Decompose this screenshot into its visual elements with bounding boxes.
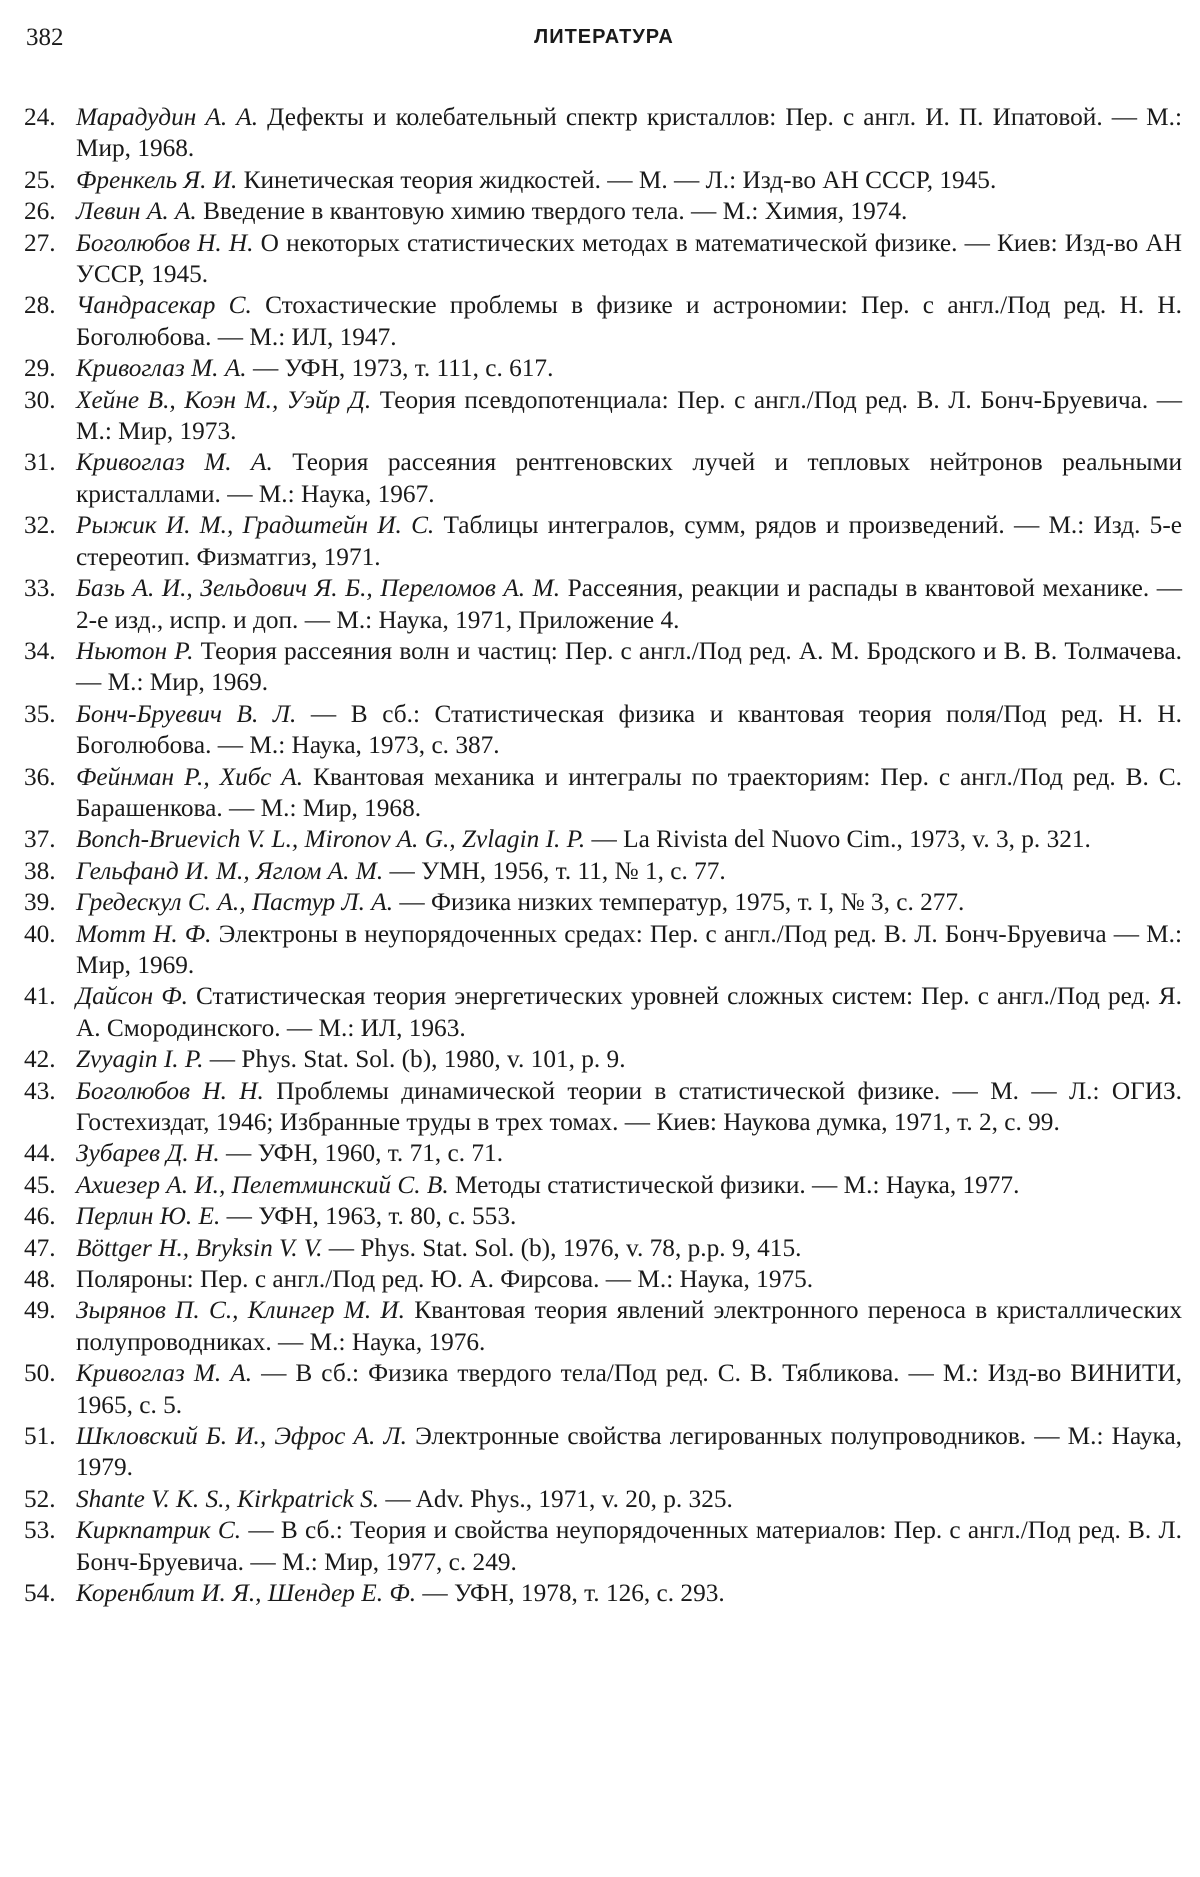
reference-item [24,1484,1182,1515]
reference-item [24,762,1182,825]
reference-number: 28. [24,291,56,320]
reference-item [24,824,1182,855]
reference-authors: Рыжик И. М., Градштейн И. С. [76,511,435,540]
reference-text: Проблемы динамической теории в статистической физике. — М. — Л.: ОГИЗ. Гостехиздат, 1946; Избранные труды в трех томах. — Киев: Наукова думка, 1971, т. 2, с. 99. [76,1076,1183,1136]
reference-authors: Кривоглаз М. А. [76,448,273,477]
reference-authors: Böttger H., Bryksin V. V. [76,1233,323,1262]
reference-text: Таблицы интегралов, сумм, рядов и произведений. — М.: Изд. 5-е стереотип. Физматгиз, 1971. [76,511,1182,571]
page-header [26,18,1182,58]
reference-text: — УМН, 1956, т. 11, № 1, с. 77. [389,856,726,885]
reference-item [24,1358,1182,1421]
reference-text: — УФН, 1963, т. 80, с. 553. [226,1202,517,1231]
reference-item [24,385,1182,448]
reference-text: — В сб.: Статистическая физика и квантовая теория поля/Под ред. Н. Н. Боголюбова. — М.: Наука, 1973, с. 387. [76,699,1182,760]
reference-item [24,1170,1182,1201]
reference-text: — УФН, 1978, т. 126, с. 293. [422,1579,725,1608]
reference-item [24,1515,1182,1578]
reference-authors: Коренблит И. Я., Шендер Е. Ф. [76,1579,417,1608]
reference-text: Электроны в неупорядоченных средах: Пер. с англ./Под ред. В. Л. Бонч-Бруевича — М.: Мир, 1969. [76,919,1183,979]
reference-text: Дефекты и колебательный спектр кристаллов: Пер. с англ. И. П. Ипатовой. — М.: Мир, 1968. [76,103,1182,163]
page-number: 382 [26,24,64,51]
reference-text: Методы статистической физики. — М.: Наука, 1977. [454,1170,1020,1199]
reference-text: Квантовая механика и интегралы по траекториям: Пер. с англ./Под ред. В. С. Барашенкова. — М.: Мир, 1968. [76,762,1182,822]
reference-number: 52. [24,1484,56,1513]
reference-item [24,102,1182,165]
reference-text: Теория рассеяния волн и частиц: Пер. с англ./Под ред. А. М. Бродского и В. В. Толмачева. — М.: Мир, 1969. [76,636,1182,697]
reference-authors: Bonch-Bruevich V. L., Mironov A. G., Zvlagin I. P. [76,825,586,854]
reference-item [24,981,1182,1044]
running-title: ЛИТЕРАТУРА [534,26,674,48]
reference-number: 24. [24,103,56,131]
reference-item [24,1201,1182,1232]
reference-authors: Ахиезер А. И., Пелетминский С. В. [76,1170,449,1199]
reference-number: 47. [24,1233,56,1262]
reference-item [24,165,1182,196]
reference-number: 29. [24,354,56,383]
reference-item [24,699,1182,762]
reference-item [24,290,1182,353]
reference-text: — В сб.: Физика твердого тела/Под ред. С. В. Тябликова. — М.: Изд-во ВИНИТИ, 1965, с. 5. [76,1359,1183,1419]
reference-text: — Физика низких температур, 1975, т. I, № 3, с. 277. [399,888,965,917]
reference-item [24,1421,1182,1484]
reference-number: 48. [24,1265,56,1294]
reference-number: 33. [24,574,56,603]
reference-text: — УФН, 1960, т. 71, с. 71. [225,1139,504,1168]
reference-item [24,1233,1182,1264]
reference-number: 27. [24,228,56,257]
reference-number: 25. [24,165,56,194]
reference-number: 46. [24,1202,56,1231]
reference-authors: Дайсон Ф. [76,982,188,1011]
reference-list [24,102,1182,1610]
reference-authors: Зубарев Д. Н. [76,1139,220,1168]
reference-number: 26. [24,197,56,226]
reference-text: — В сб.: Теория и свойства неупорядоченных материалов: Пер. с англ./Под ред. В. Л. Бонч-Бруевича. — М.: Мир, 1977, с. 249. [76,1516,1182,1576]
reference-number: 30. [24,385,56,414]
reference-number: 34. [24,636,56,665]
reference-item [24,573,1182,636]
reference-text: Поляроны: Пер. с англ./Под ред. Ю. А. Фирсова. — М.: Наука, 1975. [76,1265,814,1294]
reference-item [24,1044,1182,1075]
reference-item [24,228,1182,291]
reference-item [24,1295,1182,1358]
reference-item [24,510,1182,573]
reference-number: 43. [24,1076,56,1105]
reference-item [24,856,1182,887]
reference-authors: Боголюбов Н. Н. [76,228,254,257]
reference-item [24,353,1182,384]
reference-item [24,196,1182,227]
reference-authors: Боголюбов Н. Н. [76,1076,264,1105]
reference-number: 42. [24,1045,56,1074]
reference-item [24,919,1182,982]
reference-text: — Adv. Phys., 1971, v. 20, p. 325. [385,1484,733,1513]
reference-text: Рассеяния, реакции и распады в квантовой механике. — 2-е изд., испр. и доп. — М.: Наука, 1971, Приложение 4. [76,574,1183,634]
reference-authors: Zvyagin I. P. [76,1045,204,1074]
reference-number: 50. [24,1359,56,1388]
reference-text: О некоторых статистических методах в математической физике. — Киев: Изд-во АН УССР, 1945. [76,228,1182,289]
reference-authors: Кривоглаз М. А. [76,354,247,383]
reference-number: 36. [24,762,56,791]
reference-text: — УФН, 1973, т. 111, с. 617. [252,354,554,383]
reference-number: 40. [24,919,56,948]
reference-number: 51. [24,1422,56,1451]
reference-item [24,887,1182,918]
reference-number: 39. [24,888,56,917]
reference-authors: Зырянов П. С., Клингер М. И. [76,1296,405,1325]
reference-text: Теория псевдопотенциала: Пер. с англ./Под ред. В. Л. Бонч-Бруевича. — М.: Мир, 1973. [76,385,1183,446]
reference-number: 41. [24,982,56,1011]
reference-authors: Перлин Ю. Е. [76,1202,221,1231]
reference-number: 31. [24,448,56,477]
reference-text: Стохастические проблемы в физике и астрономии: Пер. с англ./Под ред. Н. Н. Боголюбова. — М.: ИЛ, 1947. [76,291,1182,351]
reference-item [24,447,1182,510]
reference-authors: Гредескул С. А., Пастур Л. А. [76,888,394,917]
reference-number: 32. [24,511,56,540]
reference-text: Электронные свойства легированных полупроводников. — М.: Наука, 1979. [76,1422,1182,1482]
reference-authors: Мотт Н. Ф. [76,919,212,948]
reference-number: 53. [24,1516,56,1545]
reference-item [24,636,1182,699]
reference-number: 49. [24,1296,56,1325]
reference-text: Статистическая теория энергетических уровней сложных систем: Пер. с англ./Под ред. Я. А. Смородинского. — М.: ИЛ, 1963. [76,982,1182,1042]
reference-authors: Киркпатрик С. [76,1516,242,1545]
reference-number: 44. [24,1139,56,1168]
reference-authors: Чандрасекар С. [76,291,252,320]
reference-number: 54. [24,1579,56,1608]
reference-authors: Кривоглаз М. А. [76,1359,253,1388]
reference-text: Теория рассеяния рентгеновских лучей и тепловых нейтронов реальными кристаллами. — М.: Наука, 1967. [76,448,1182,508]
reference-authors: Фейнман Р., Хибс А. [76,762,304,791]
reference-authors: Бонч-Бруевич В. Л. [76,699,297,728]
reference-authors: Левин А. А. [76,197,197,226]
reference-text: Квантовая теория явлений электронного переноса в кристаллических полупроводниках. — М.: Наука, 1976. [76,1296,1182,1356]
reference-number: 37. [24,825,56,854]
reference-text: — La Rivista del Nuovo Cim., 1973, v. 3, p. 321. [591,825,1091,854]
reference-authors: Шкловский Б. И., Эфрос А. Л. [76,1422,407,1451]
reference-number: 45. [24,1170,56,1199]
reference-authors: Ньютон Р. [76,636,194,665]
reference-number: 38. [24,856,56,885]
reference-authors: Хейне В., Коэн М., Уэйр Д. [76,385,372,414]
reference-text: Введение в квантовую химию твердого тела. — М.: Химия, 1974. [203,197,908,226]
reference-authors: Марадудин А. А. [76,103,259,131]
reference-number: 35. [24,699,56,728]
reference-item [24,1264,1182,1295]
reference-authors: Гельфанд И. М., Яглом А. М. [76,856,384,885]
reference-authors: Френкель Я. И. [76,165,238,194]
reference-authors: Shante V. K. S., Kirkpatrick S. [76,1484,380,1513]
reference-text: — Phys. Stat. Sol. (b), 1976, v. 78, p.p. 9, 415. [328,1233,802,1262]
reference-text: — Phys. Stat. Sol. (b), 1980, v. 101, p. 9. [209,1045,626,1074]
reference-text: Кинетическая теория жидкостей. — М. — Л.: Изд-во АН СССР, 1945. [243,165,997,194]
reference-item [24,1138,1182,1169]
reference-authors: Базь А. И., Зельдович Я. Б., Переломов А. М. [76,574,561,603]
reference-item [24,1578,1182,1609]
reference-item [24,1076,1182,1139]
